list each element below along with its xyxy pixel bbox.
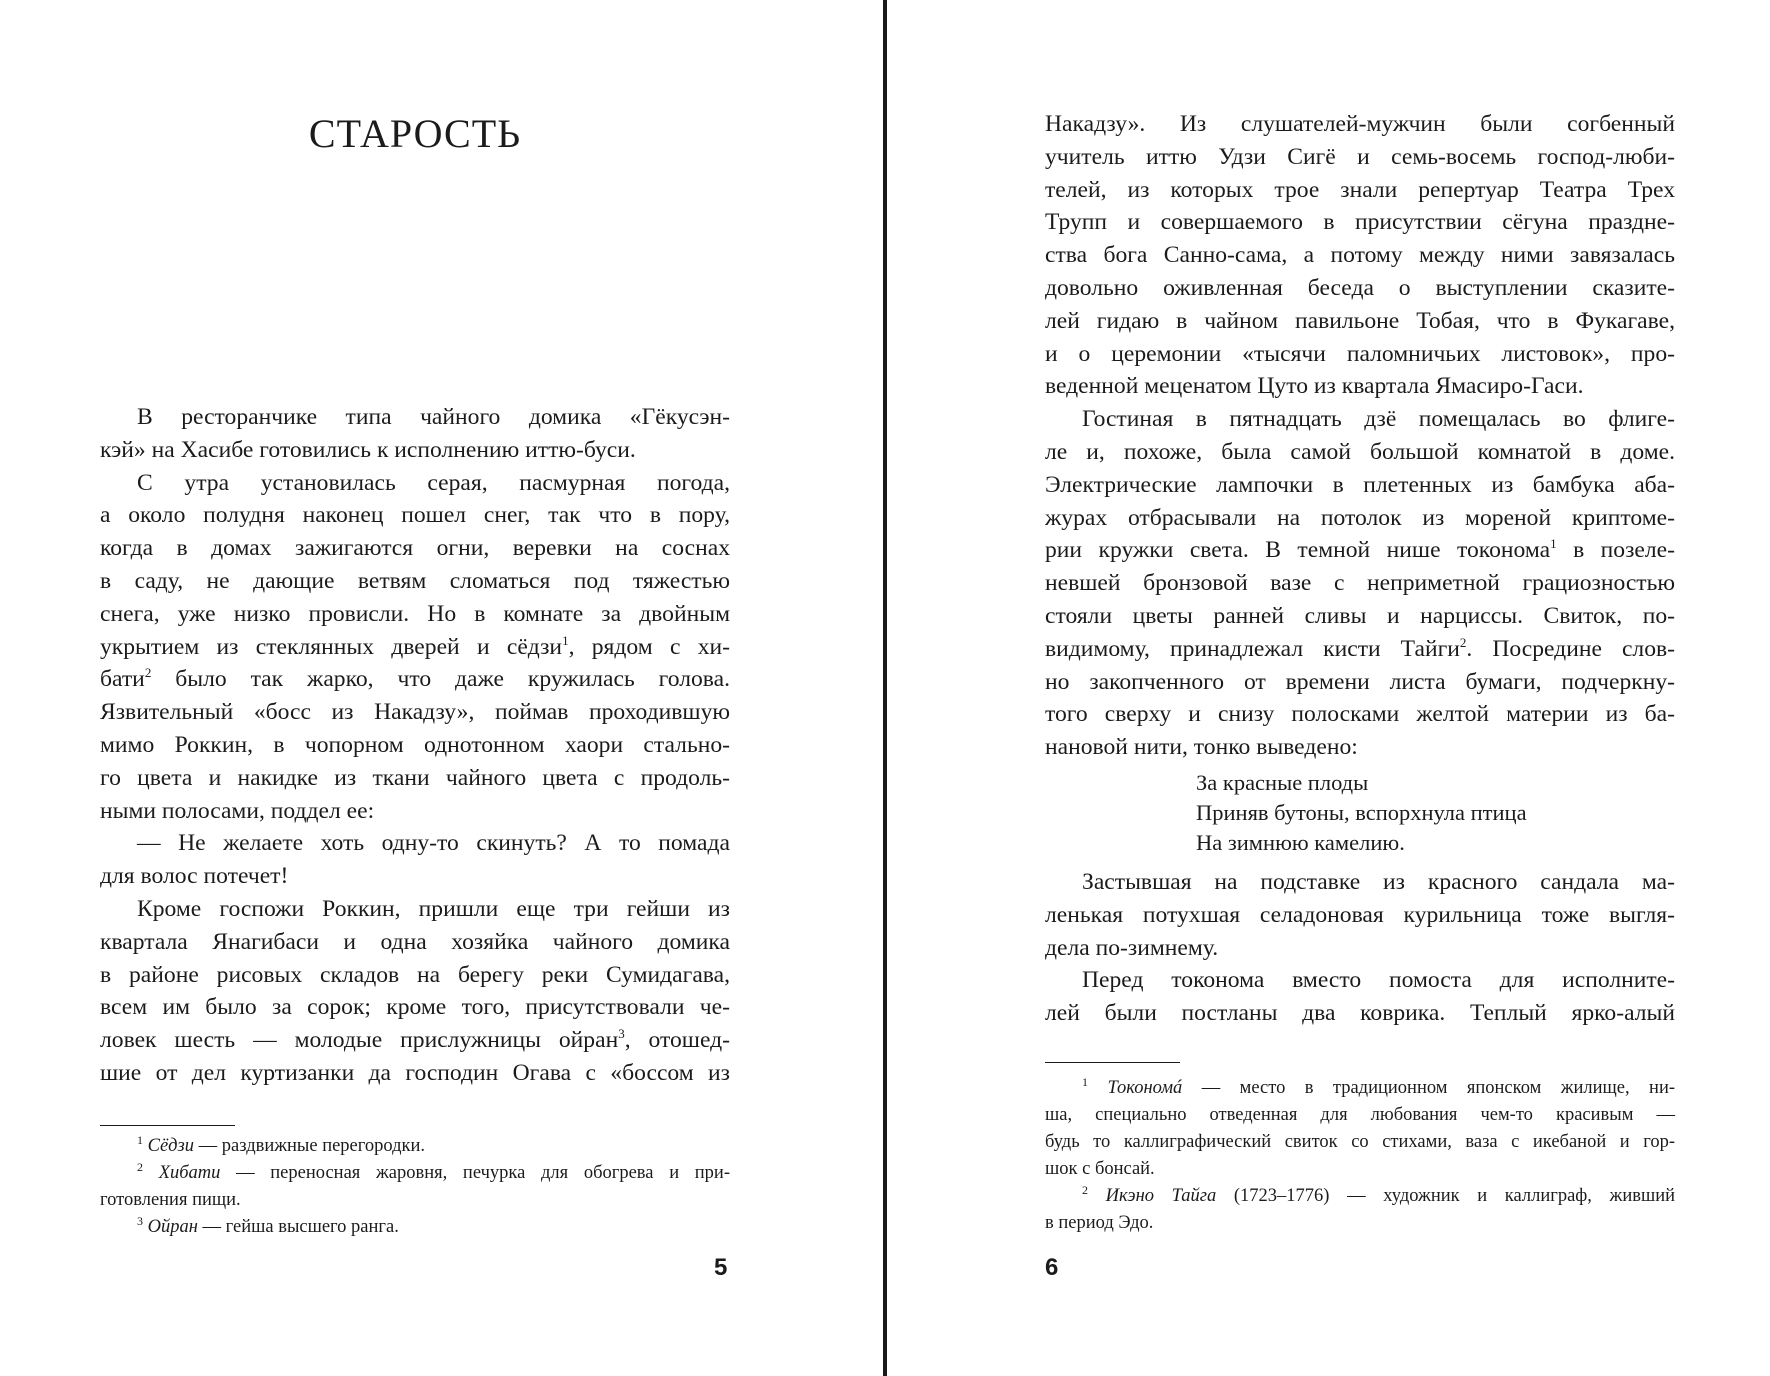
text-line: С утра установилась серая, пасмурная погода,	[137, 469, 730, 496]
right-main-text	[1045, 108, 1675, 1030]
text-line: когда в домах зажигаются огни, веревки на соснах	[100, 535, 730, 562]
footnote-continuation: в период Эдо.	[1045, 1213, 1154, 1233]
text-line: рии кружки света. В темной нише токонома$^1$ в позеле-	[1045, 536, 1675, 564]
text-line: довольно оживленная беседа о выступлении сказите-	[1045, 274, 1675, 301]
text-line: квартала Янагибаси и одна хозяйка чайного домика	[100, 928, 730, 955]
right-footnotes	[1045, 1075, 1675, 1237]
text-line: веденной меценатом Цуто из квартала Ямасиро-Гаси.	[1045, 373, 1584, 400]
text-line: шие от дел куртизанки да господин Огава с «боссом из	[100, 1059, 730, 1086]
text-line: В ресторанчике типа чайного домика «Гёкусэн-	[137, 404, 730, 430]
text-line: для волос потечет!	[100, 863, 289, 890]
footnote-ref[interactable]: 1	[562, 632, 569, 648]
footnote: $^2$ Икэно Тайга (1723–1776) — художник и каллиграф, живший	[1082, 1183, 1675, 1206]
text-line: ле и, похоже, была самой большой комнатой в доме.	[1045, 438, 1675, 465]
text-line: в районе рисовых складов на берегу реки Сумидагава,	[100, 961, 730, 988]
chapter-title: СТАРОСТЬ	[308, 111, 522, 156]
text-line: дела по-зимнему.	[1045, 934, 1219, 961]
text-line: ными полосами, поддел ее:	[100, 797, 375, 824]
footnote: $^1$ Сёдзи — раздвижные перегородки.	[137, 1133, 426, 1156]
text-line: всем им было за сорок; кроме того, присутствовали че-	[100, 994, 730, 1021]
text-line: а около полудня наконец пошел снег, так что в пору,	[100, 502, 730, 529]
poem	[1045, 764, 1675, 866]
text-line: ловек шесть — молодые прислужницы ойран$^3$, отошед-	[100, 1026, 730, 1054]
page-number: 5	[714, 1254, 728, 1281]
text-line: Электрические лампочки в плетенных из бамбука аба-	[1045, 471, 1675, 498]
text-line: мимо Роккин, в чопорном однотонном хаори стально-	[100, 731, 730, 758]
footnote-divider	[100, 1125, 235, 1126]
text-line: — Не желаете хоть одну-то скинуть? А то помада	[137, 830, 730, 857]
text-line: ленькая потухшая селадоновая курильница тоже выгля-	[1045, 901, 1675, 928]
text-line: ства бога Санно-сама, а потому между ними завязалась	[1045, 242, 1675, 269]
text-line: бати$^2$ было так жарко, что даже кружилась голова.	[100, 665, 730, 693]
left-main-text	[100, 401, 730, 1090]
text-line: Язвительный «босс из Накадзу», поймав проходившую	[100, 699, 730, 726]
text-line: телей, из которых трое знали репертуар Театра Трех	[1045, 176, 1675, 203]
text-line: Накадзу». Из слушателей-мужчин были согбенный	[1045, 111, 1675, 137]
footnote-continuation: готовления пищи.	[100, 1190, 241, 1210]
page-number: 6	[1045, 1254, 1059, 1281]
footnote-divider	[1045, 1062, 1180, 1063]
text-line: но закопченного от времени листа бумаги, подчеркну-	[1045, 668, 1675, 695]
footnote-ref[interactable]: 1	[1550, 536, 1557, 552]
text-line: Трупп и совершаемого в присутствии сёгуна праздне-	[1045, 209, 1675, 236]
text-line: невшей бронзовой вазе с неприметной грациозностью	[1045, 570, 1675, 597]
text-line: снега, уже низко провисли. Но в комнате за двойным	[100, 600, 730, 627]
footnote-ref[interactable]: 2	[1459, 634, 1467, 650]
footnote-continuation: ша, специально отведенная для любования чем-то красивым —	[1045, 1105, 1675, 1125]
footnote: $^3$ Ойран — гейша высшего ранга.	[137, 1214, 399, 1237]
text-line: и о церемонии «тысячи паломничьих листовок», про-	[1045, 340, 1675, 367]
text-line: в саду, не дающие ветвям сломаться под тяжестью	[100, 567, 730, 594]
text-line: журах отбрасывали на потолок из мореной криптоме-	[1045, 504, 1675, 531]
footnote: $^2$ Хибати — переносная жаровня, печурка для обогрева и при-	[137, 1160, 730, 1183]
footnote-ref[interactable]: 2	[144, 665, 152, 681]
text-line: лей были постланы два коврика. Теплый ярко-алый	[1045, 1000, 1675, 1027]
text-line: го цвета и накидке из ткани чайного цвета с продоль-	[100, 764, 730, 791]
poem-line: Приняв бутоны, вспорхнула птица	[1196, 799, 1527, 825]
text-line: Застывшая на подставке из красного сандала ма-	[1082, 868, 1675, 895]
left-page	[0, 0, 884, 1376]
text-line: нановой нити, тонко выведено:	[1045, 734, 1358, 761]
left-footnotes	[100, 1133, 730, 1241]
footnote: $^1$ Токономá — место в традиционном японском жилище, ни-	[1082, 1075, 1676, 1098]
poem-line: За красные плоды	[1196, 769, 1369, 795]
text-line: Гостиная в пятнадцать дзё помещалась во флиге-	[1082, 406, 1675, 433]
text-line: Перед токонома вместо помоста для исполните-	[1082, 967, 1675, 994]
book-spine-divider	[883, 0, 887, 1376]
footnote-continuation: шок с бонсай.	[1045, 1159, 1155, 1179]
text-line: Кроме госпожи Роккин, пришли еще три гейши из	[137, 895, 730, 922]
text-line: стояли цветы ранней сливы и нарциссы. Свиток, по-	[1045, 602, 1675, 629]
footnote-ref[interactable]: 3	[618, 1026, 625, 1042]
text-line: видимому, принадлежал кисти Тайги$^2$. Посредине слов-	[1045, 634, 1675, 662]
text-line: кэй» на Хасибе готовились к исполнению иттю-буси.	[100, 436, 636, 463]
right-page	[888, 0, 1770, 1376]
text-line: лей гидаю в чайном павильоне Тобая, что в Фукагаве,	[1045, 307, 1675, 334]
footnote-continuation: будь то каллиграфический свиток со стихами, ваза с икебаной и гор-	[1045, 1132, 1675, 1152]
text-line: укрытием из стеклянных дверей и сёдзи$^1$, рядом с хи-	[100, 632, 730, 660]
text-line: учитель иттю Удзи Сигё и семь-восемь господ-люби-	[1045, 143, 1675, 170]
poem-line: На зимнюю камелию.	[1196, 829, 1405, 855]
text-line: того сверху и снизу полосками желтой материи из ба-	[1045, 701, 1675, 728]
